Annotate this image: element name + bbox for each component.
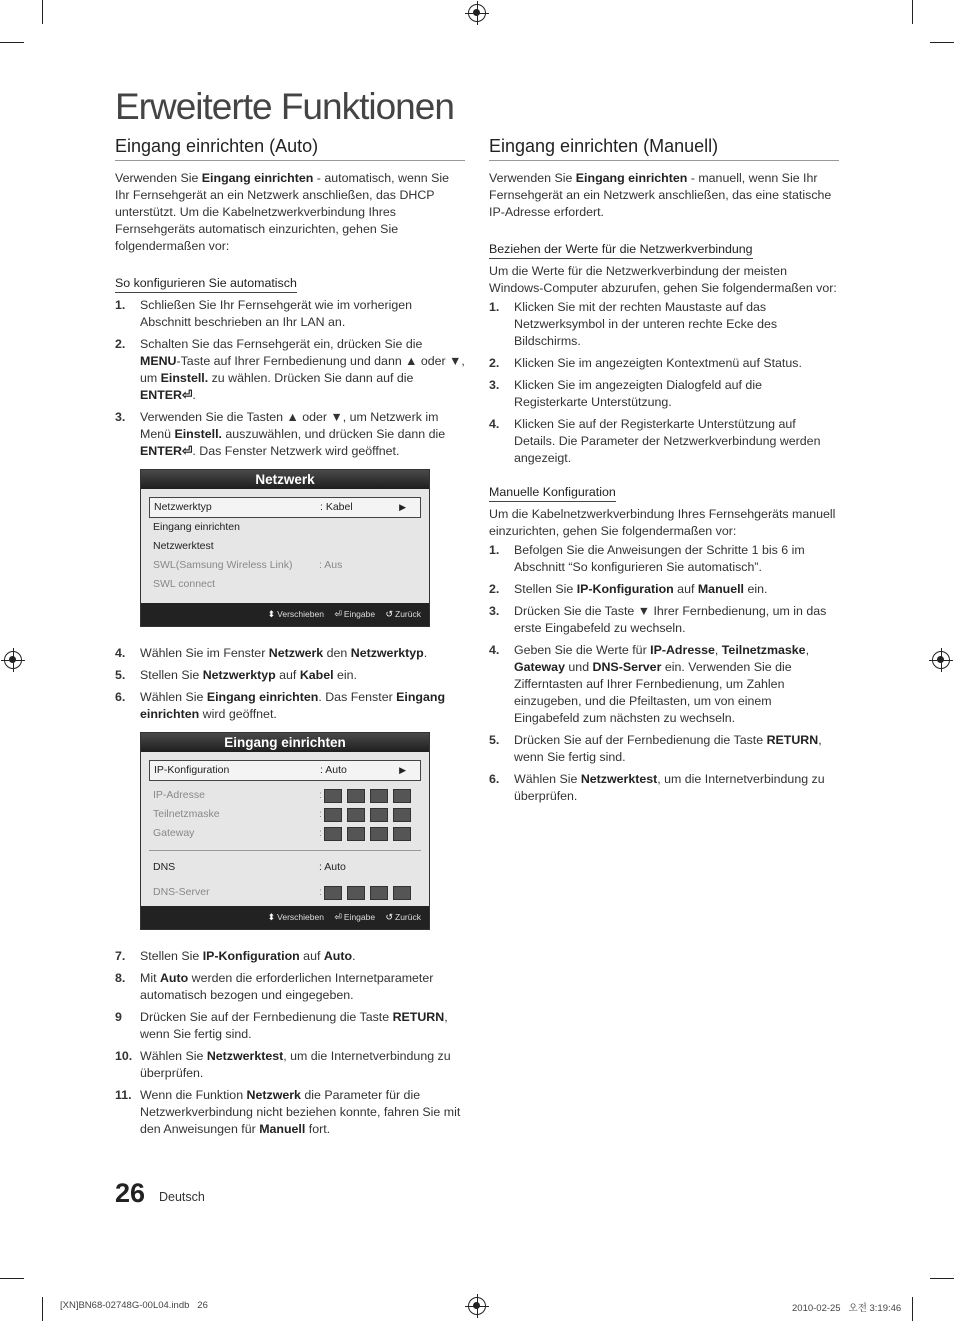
crop-mark <box>912 1297 913 1321</box>
step-item <box>489 581 839 598</box>
osd-network-setup <box>140 732 430 930</box>
text-run: Schalten Sie das Fernsehgerät ein, drücken Sie die <box>140 337 423 351</box>
text-run: auszuwählen, und drücken Sie dann die <box>221 427 446 441</box>
step-number: 5. <box>115 668 126 682</box>
steps-list <box>115 297 465 460</box>
text-run: , <box>805 643 810 657</box>
osd-row-label: Netzwerktest <box>153 540 214 552</box>
bold-term: ENTER <box>140 388 182 402</box>
step-number: 2. <box>489 356 500 370</box>
text-run: Drücken Sie die Taste ▼ Ihrer Fernbedienung, um in das erste Eingabefeld zu wechseln. <box>514 604 827 635</box>
osd-row-label: IP-Konfiguration <box>154 764 230 776</box>
arrow-right-icon: ▶ <box>399 502 406 512</box>
enter-icon: ⏎ <box>334 912 342 922</box>
text-run: Verwenden Sie <box>115 171 202 185</box>
osd-row-value: : Auto <box>319 861 346 873</box>
step-item <box>115 1048 465 1082</box>
osd-menu-item[interactable] <box>149 556 421 575</box>
step-item <box>115 1087 465 1138</box>
bold-term: Eingang einrichten <box>575 171 688 185</box>
registration-mark-icon <box>468 1297 486 1315</box>
step-item <box>115 667 465 684</box>
section-heading-auto: Eingang einrichten (Auto) <box>115 138 465 161</box>
step-item <box>489 642 839 727</box>
bold-term: Einstell. <box>160 371 209 385</box>
text-run: Klicken Sie im angezeigten Kontextmenü auf Status. <box>514 356 802 370</box>
page-language: Deutsch <box>159 1190 205 1204</box>
up-down-arrow-icon: ⬍ <box>267 609 276 619</box>
step-number: 3. <box>489 604 500 618</box>
osd-row-value: : <box>319 827 322 839</box>
osd-row-label: Eingang einrichten <box>153 521 240 533</box>
text-run: und <box>564 660 593 674</box>
step-item <box>115 948 465 965</box>
bold-term: IP-Adresse <box>650 643 715 657</box>
osd-row-label: IP-Adresse <box>153 789 205 801</box>
subheading-manual-config: Manuelle Konfiguration <box>489 484 616 502</box>
bold-term: Netzwerk <box>246 1088 301 1102</box>
bold-term: ⏎ <box>182 444 193 458</box>
step-number: 4. <box>115 646 126 660</box>
up-down-arrow-icon: ⬍ <box>267 912 276 922</box>
print-slug-file: [XN]BN68-02748G-00L04.indb 26 <box>60 1300 208 1311</box>
crop-mark <box>930 42 954 43</box>
step-number: 1. <box>115 298 126 312</box>
registration-mark-icon <box>468 4 486 22</box>
step-item <box>115 689 465 723</box>
osd-row-label: DNS <box>153 861 176 873</box>
text-run: Schließen Sie Ihr Fernsehgerät wie im vorherigen Abschnitt beschrieben an Ihr LAN an. <box>140 298 413 329</box>
return-icon: ↺ <box>385 912 394 922</box>
osd-menu-item[interactable] <box>149 537 421 556</box>
registration-mark-icon <box>4 651 22 669</box>
text-run: auf <box>673 582 698 596</box>
text-run: ein. <box>333 668 357 682</box>
bold-term: IP-Konfiguration <box>576 582 674 596</box>
step-number: 9 <box>115 1010 122 1024</box>
bold-term: Eingang einrichten <box>206 690 319 704</box>
text-run: wird geöffnet. <box>199 707 277 721</box>
osd-row-label: SWL(Samsung Wireless Link) <box>153 559 293 571</box>
text-run: Stellen Sie <box>140 668 203 682</box>
crop-mark <box>42 0 43 24</box>
step-number: 7. <box>115 949 126 963</box>
text-run: Geben Sie die Werte für <box>514 643 651 657</box>
enter-icon: ⏎ <box>334 609 342 619</box>
osd-row-label: Gateway <box>153 827 195 839</box>
bold-term: Auto <box>159 971 189 985</box>
crop-mark <box>42 1297 43 1321</box>
osd-row-label: Netzwerktyp <box>154 501 212 513</box>
step-item <box>115 1009 465 1043</box>
bold-term: Gateway <box>514 660 565 674</box>
text-run: -Taste auf Ihrer Fernbedienung und dann ▲ oder ▼, um <box>140 354 465 385</box>
step-number: 6. <box>489 772 500 786</box>
steps-list <box>489 542 839 805</box>
bold-term: ENTER <box>140 444 182 458</box>
osd-row-value: : Auto <box>320 764 347 776</box>
text-run: werden die erforderlichen Internetparameter automatisch bezogen und eingegeben. <box>140 971 434 1002</box>
step-number: 1. <box>489 543 500 557</box>
osd-divider <box>149 850 421 851</box>
step-item <box>489 416 839 467</box>
osd-row-value: : Kabel <box>320 501 353 513</box>
bold-term: MENU <box>140 354 177 368</box>
text-run: . <box>423 646 428 660</box>
footer-enter: Eingabe <box>343 912 376 922</box>
step-item <box>489 299 839 350</box>
text-run: , um die Internetverbindung zu überprüfen. <box>140 1049 451 1080</box>
osd-menu-item[interactable] <box>149 497 421 518</box>
osd-row-value: : Aus <box>319 559 343 571</box>
osd-row-label: SWL connect <box>153 578 216 590</box>
step-number: 10. <box>115 1049 133 1063</box>
text-run: Stellen Sie <box>140 949 203 963</box>
bold-term: Netzwerktyp <box>350 646 424 660</box>
text-run: . <box>192 388 196 402</box>
text-run: Mit <box>140 971 160 985</box>
footer-back: Zurück <box>395 609 421 619</box>
step-item <box>115 409 465 460</box>
footer-enter: Eingabe <box>343 609 376 619</box>
text-run: ein. <box>744 582 768 596</box>
left-column <box>115 138 465 1143</box>
text-run: . Das Fenster <box>318 690 397 704</box>
intro-paragraph <box>115 170 465 255</box>
print-slug-date: 2010-02-25 오전 3:19:46 <box>792 1303 902 1314</box>
registration-mark-icon <box>932 651 950 669</box>
osd-row-gateway[interactable] <box>149 824 421 843</box>
bold-term: IP-Konfiguration <box>202 949 300 963</box>
osd-row-label: DNS-Server <box>153 886 210 898</box>
text-run: , um die Internetverbindung zu überprüfen. <box>514 772 825 803</box>
osd-row-ip-config[interactable] <box>149 760 421 781</box>
text-run: auf <box>275 668 300 682</box>
bold-term: Netzwerktest <box>206 1049 284 1063</box>
osd-row-value: : <box>319 808 322 820</box>
osd-row-value: : <box>319 789 322 801</box>
crop-mark <box>0 1278 24 1279</box>
step-item <box>489 542 839 576</box>
crop-mark <box>0 42 24 43</box>
text-run: Klicken Sie im angezeigten Dialogfeld auf die Registerkarte Unterstützung. <box>514 378 762 409</box>
bold-term: RETURN <box>392 1010 445 1024</box>
bold-term: Eingang einrichten <box>201 171 314 185</box>
subheading-network-values: Beziehen der Werte für die Netzwerkverbindung <box>489 241 753 259</box>
text-run: Wenn die Funktion <box>140 1088 247 1102</box>
ip-octet-boxes <box>324 827 416 848</box>
osd-menu-body <box>141 489 429 603</box>
text-run: Verwenden Sie <box>489 171 576 185</box>
ip-octet-boxes <box>324 886 416 907</box>
bold-term: ⏎ <box>182 388 193 402</box>
paragraph <box>489 263 839 297</box>
step-number: 5. <box>489 733 500 747</box>
text-run: Drücken Sie auf der Fernbedienung die Taste <box>514 733 767 747</box>
page-title: Erweiterte Funktionen <box>115 86 454 127</box>
text-run: . <box>352 949 356 963</box>
text-run: auf <box>299 949 324 963</box>
step-item <box>489 732 839 766</box>
step-number: 8. <box>115 971 126 985</box>
text-run: - manuell, wenn Sie Ihr Fernsehgerät an ein Netzwerk anschließen, das eine statische IP-Adresse erfordert. <box>489 171 832 219</box>
text-run: Befolgen Sie die Anweisungen der Schritte 1 bis 6 im Abschnitt “So konfigurieren Sie automatisch”. <box>514 543 805 574</box>
page-number: 26 <box>115 1178 146 1208</box>
step-number: 2. <box>115 337 126 351</box>
step-number: 1. <box>489 300 500 314</box>
step-item <box>115 645 465 662</box>
text-run: den <box>323 646 351 660</box>
footer-move: Verschieben <box>277 609 324 619</box>
bold-term: Manuell <box>697 582 744 596</box>
bold-term: Eingang einrichten <box>140 690 446 721</box>
bold-term: Einstell. <box>174 427 222 441</box>
crop-mark <box>912 0 913 24</box>
osd-menu-item[interactable] <box>149 575 421 594</box>
text-run: - automatisch, wenn Sie Ihr Fernsehgerät an ein Netzwerk anschließen, das DHCP unterstützt. Um die Kabelnetzwerkverbindung Ihres Fernsehgeräts automatisch einzurichten, gehen Sie folgendermaßen vor: <box>115 171 450 253</box>
text-run: Wählen Sie <box>140 690 207 704</box>
osd-footer <box>141 603 429 626</box>
return-icon: ↺ <box>385 609 394 619</box>
bold-term: DNS-Server <box>592 660 662 674</box>
intro-paragraph <box>489 170 839 221</box>
crop-mark <box>930 1278 954 1279</box>
osd-network-menu <box>140 469 430 627</box>
osd-title: Netzwerk <box>141 470 429 489</box>
bold-term: Auto <box>323 949 353 963</box>
osd-footer <box>141 906 429 929</box>
text-run: Um die Kabelnetzwerkverbindung Ihres Fernsehgeräts manuell einzurichten, gehen Sie folgendermaßen vor: <box>489 507 836 538</box>
step-number: 11. <box>115 1088 132 1102</box>
osd-row-subnet-mask[interactable] <box>149 805 421 824</box>
step-number: 3. <box>489 378 500 392</box>
text-run: fort. <box>305 1122 331 1136</box>
bold-term: RETURN <box>766 733 819 747</box>
step-item <box>489 603 839 637</box>
text-run: . Das Fenster Netzwerk wird geöffnet. <box>192 444 400 458</box>
bold-term: Manuell <box>259 1122 306 1136</box>
text-run: Drücken Sie auf der Fernbedienung die Taste <box>140 1010 393 1024</box>
osd-row-value: : <box>319 886 322 898</box>
osd-row-dns[interactable] <box>149 858 421 877</box>
bold-term: Teilnetzmaske <box>721 643 806 657</box>
osd-row-dns-server[interactable] <box>149 883 421 902</box>
steps-list <box>115 645 465 723</box>
text-run: Um die Werte für die Netzwerkverbindung der meisten Windows-Computer abzurufen, gehen Sie folgendermaßen vor: <box>489 264 837 295</box>
step-number: 2. <box>489 582 500 596</box>
text-run: Wählen Sie <box>514 772 581 786</box>
text-run: , <box>714 643 722 657</box>
step-item <box>115 297 465 331</box>
step-item <box>489 377 839 411</box>
text-run: Verwenden Sie die Tasten ▲ oder ▼, um Netzwerk im Menü <box>140 410 439 441</box>
subheading-auto-config: So konfigurieren Sie automatisch <box>115 275 297 293</box>
osd-title: Eingang einrichten <box>141 733 429 752</box>
text-run: Wählen Sie <box>140 1049 207 1063</box>
text-run: , wenn Sie fertig sind. <box>514 733 822 764</box>
bold-term: Netzwerktest <box>580 772 658 786</box>
text-run: Klicken Sie auf der Registerkarte Unterstützung auf Details. Die Parameter der Netzwerkverbindung werden angezeigt. <box>514 417 821 465</box>
arrow-right-icon: ▶ <box>399 765 406 775</box>
step-item <box>115 336 465 404</box>
osd-menu-item[interactable] <box>149 518 421 537</box>
bold-term: Netzwerk <box>268 646 324 660</box>
osd-setup-body <box>141 752 429 906</box>
text-run: Klicken Sie mit der rechten Maustaste auf das Netzwerksymbol in der unteren rechte Ecke des Bildschirms. <box>514 300 778 348</box>
step-number: 4. <box>489 643 500 657</box>
bold-term: Netzwerktyp <box>202 668 276 682</box>
text-run: Stellen Sie <box>514 582 577 596</box>
footer-back: Zurück <box>395 912 421 922</box>
text-run: ein. Verwenden Sie die Zifferntasten auf Ihrer Fernbedienung, um Zahlen einzugeben, und die Pfeiltasten, um von einem Eingabefeld zum nächsten zu wechseln. <box>514 660 792 725</box>
right-column <box>489 138 839 810</box>
step-number: 3. <box>115 410 126 424</box>
steps-list <box>489 299 839 467</box>
step-item <box>489 771 839 805</box>
footer-move: Verschieben <box>277 912 324 922</box>
osd-row-label: Teilnetzmaske <box>153 808 220 820</box>
text-run: zu wählen. Drücken Sie dann auf die <box>208 371 414 385</box>
paragraph <box>489 506 839 540</box>
step-number: 6. <box>115 690 126 704</box>
bold-term: Kabel <box>299 668 334 682</box>
osd-row-ip-address[interactable] <box>149 786 421 805</box>
text-run: die Parameter für die Netzwerkverbindung nicht beziehen konnte, fahren Sie mit den Anweisungen für <box>140 1088 461 1136</box>
step-number: 4. <box>489 417 500 431</box>
text-run: , wenn Sie fertig sind. <box>140 1010 448 1041</box>
section-heading-manual: Eingang einrichten (Manuell) <box>489 138 839 161</box>
steps-list <box>115 948 465 1138</box>
text-run: Wählen Sie im Fenster <box>140 646 269 660</box>
step-item <box>115 970 465 1004</box>
step-item <box>489 355 839 372</box>
